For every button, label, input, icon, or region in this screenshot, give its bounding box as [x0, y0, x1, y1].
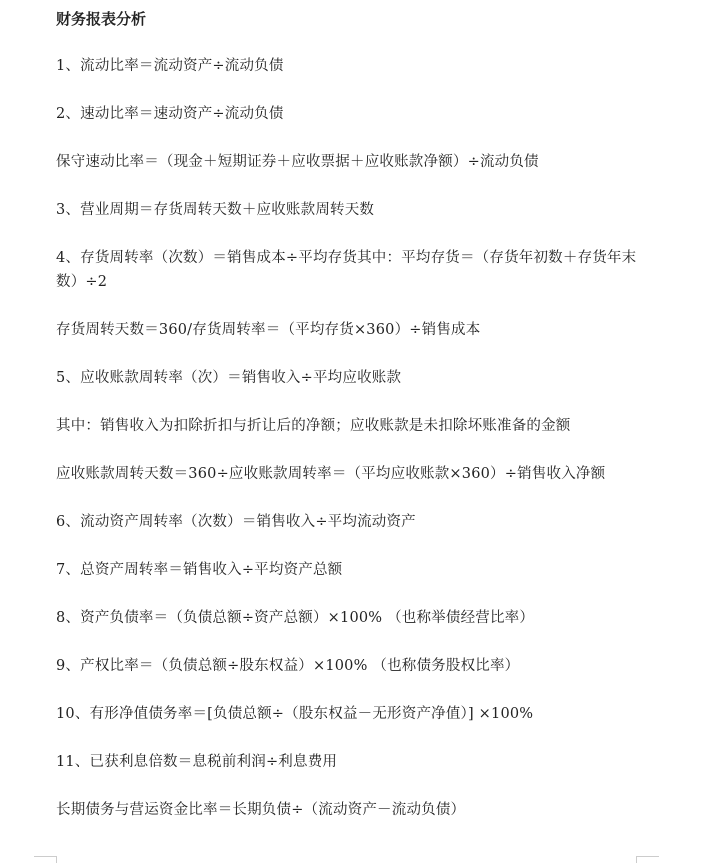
paragraph: 6、流动资产周转率（次数）＝销售收入÷平均流动资产	[56, 513, 416, 530]
paragraph: 存货周转天数＝360/存货周转率＝（平均存货×360）÷销售成本	[56, 321, 481, 338]
paragraph: 长期债务与营运资金比率＝长期负债÷（流动资产－流动负债）	[56, 801, 466, 818]
document-title: 财务报表分析	[56, 10, 147, 28]
paragraph: 8、资产负债率＝（负债总额÷资产总额）×100% （也称举债经营比率）	[56, 609, 535, 626]
paragraph: 9、产权比率＝（负债总额÷股东权益）×100% （也称债务股权比率）	[56, 657, 520, 674]
paragraph: 2、速动比率＝速动资产÷流动负债	[56, 106, 284, 122]
paragraph: 保守速动比率＝（现金＋短期证券＋应收票据＋应收账款净额）÷流动负债	[56, 154, 539, 170]
paragraph: 7、总资产周转率＝销售收入÷平均资产总额	[56, 561, 343, 578]
paragraph: 应收账款周转天数＝360÷应收账款周转率＝（平均应收账款×360）÷销售收入净额	[56, 465, 606, 482]
paragraph: 其中：销售收入为扣除折扣与折让后的净额；应收账款是未扣除坏账准备的金额	[56, 417, 571, 434]
document-body	[56, 7, 646, 847]
paragraph: 3、营业周期＝存货周转天数＋应收账款周转天数	[56, 202, 375, 218]
paragraph: 1、流动比率＝流动资产÷流动负债	[56, 58, 284, 74]
paragraph: 5、应收账款周转率（次）＝销售收入÷平均应收账款	[56, 369, 402, 386]
paragraph: 4、存货周转率（次数）＝销售成本÷平均存货其中：平均存货＝（存货年初数＋存货年末数）÷2	[56, 250, 637, 290]
paragraph: 10、有形净值债务率＝[负债总额÷（股东权益－无形资产净值）] ×100%	[56, 705, 534, 722]
paragraph: 11、已获利息倍数＝息税前利润÷利息费用	[56, 753, 338, 770]
